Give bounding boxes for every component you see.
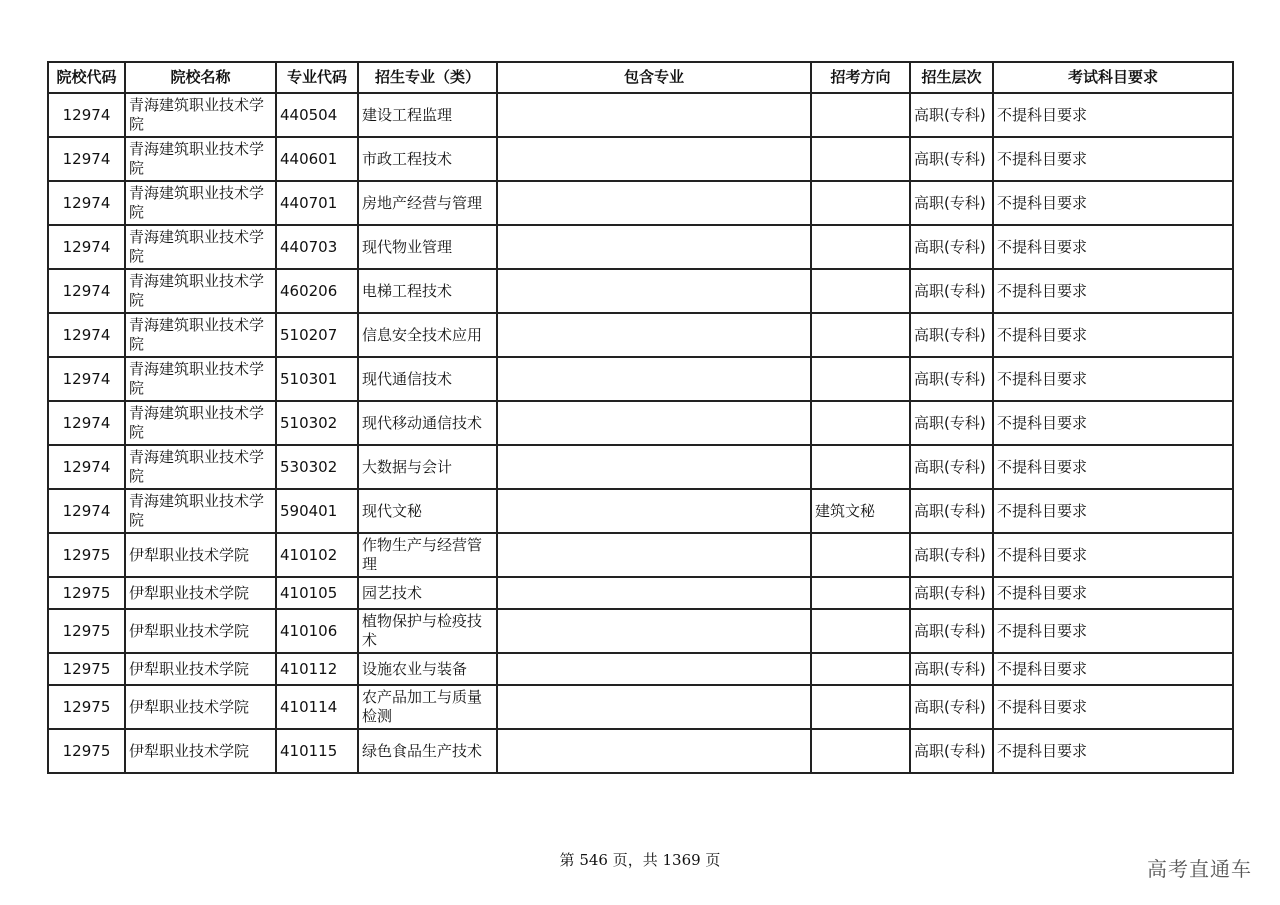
table-row xyxy=(48,225,1233,269)
major-code-cell: 510301 xyxy=(276,357,358,401)
watermark: 高考直通车 xyxy=(1147,857,1252,881)
major-cell: 绿色食品生产技术 xyxy=(358,729,497,773)
school-code-cell: 12974 xyxy=(48,269,125,313)
included-majors-cell xyxy=(497,137,811,181)
school-name-cell: 青海建筑职业技术学院 xyxy=(125,181,276,225)
direction-cell xyxy=(811,93,910,137)
major-code-cell: 410114 xyxy=(276,685,358,729)
school-code-cell: 12974 xyxy=(48,401,125,445)
included-majors-cell xyxy=(497,445,811,489)
major-code-cell: 590401 xyxy=(276,489,358,533)
school-code-cell: 12975 xyxy=(48,685,125,729)
requirement-cell: 不提科目要求 xyxy=(993,445,1233,489)
header-level: 招生层次 xyxy=(910,62,993,93)
school-code-cell: 12974 xyxy=(48,181,125,225)
major-code-cell: 510302 xyxy=(276,401,358,445)
level-cell: 高职(专科) xyxy=(910,137,993,181)
requirement-cell: 不提科目要求 xyxy=(993,609,1233,653)
requirement-cell: 不提科目要求 xyxy=(993,313,1233,357)
table-row xyxy=(48,313,1233,357)
level-cell: 高职(专科) xyxy=(910,401,993,445)
header-major: 招生专业（类） xyxy=(358,62,497,93)
school-code-cell: 12975 xyxy=(48,577,125,609)
major-code-cell: 410115 xyxy=(276,729,358,773)
school-name-cell: 青海建筑职业技术学院 xyxy=(125,445,276,489)
requirement-cell: 不提科目要求 xyxy=(993,269,1233,313)
school-code-cell: 12975 xyxy=(48,609,125,653)
school-code-cell: 12974 xyxy=(48,357,125,401)
school-code-cell: 12974 xyxy=(48,445,125,489)
level-cell: 高职(专科) xyxy=(910,181,993,225)
direction-cell xyxy=(811,445,910,489)
included-majors-cell xyxy=(497,609,811,653)
direction-cell xyxy=(811,401,910,445)
level-cell: 高职(专科) xyxy=(910,269,993,313)
school-name-cell: 青海建筑职业技术学院 xyxy=(125,401,276,445)
direction-cell xyxy=(811,533,910,577)
level-cell: 高职(专科) xyxy=(910,533,993,577)
header-school-name: 院校名称 xyxy=(125,62,276,93)
major-cell: 现代文秘 xyxy=(358,489,497,533)
level-cell: 高职(专科) xyxy=(910,653,993,685)
school-name-cell: 青海建筑职业技术学院 xyxy=(125,357,276,401)
major-cell: 农产品加工与质量检测 xyxy=(358,685,497,729)
header-school-code: 院校代码 xyxy=(48,62,125,93)
requirement-cell: 不提科目要求 xyxy=(993,225,1233,269)
requirement-cell: 不提科目要求 xyxy=(993,93,1233,137)
requirement-cell: 不提科目要求 xyxy=(993,653,1233,685)
major-code-cell: 440601 xyxy=(276,137,358,181)
requirement-cell: 不提科目要求 xyxy=(993,577,1233,609)
school-name-cell: 伊犁职业技术学院 xyxy=(125,533,276,577)
table-row xyxy=(48,685,1233,729)
requirement-cell: 不提科目要求 xyxy=(993,489,1233,533)
major-cell: 作物生产与经营管理 xyxy=(358,533,497,577)
school-name-cell: 伊犁职业技术学院 xyxy=(125,685,276,729)
page-footer: 第 546 页，共 1369 页 xyxy=(559,851,721,869)
level-cell: 高职(专科) xyxy=(910,445,993,489)
header-row xyxy=(48,62,1233,93)
table-row xyxy=(48,609,1233,653)
header-requirement: 考试科目要求 xyxy=(993,62,1233,93)
table-row xyxy=(48,137,1233,181)
school-name-cell: 伊犁职业技术学院 xyxy=(125,609,276,653)
major-code-cell: 410112 xyxy=(276,653,358,685)
direction-cell xyxy=(811,225,910,269)
major-cell: 市政工程技术 xyxy=(358,137,497,181)
major-cell: 现代移动通信技术 xyxy=(358,401,497,445)
major-cell: 园艺技术 xyxy=(358,577,497,609)
school-name-cell: 青海建筑职业技术学院 xyxy=(125,269,276,313)
included-majors-cell xyxy=(497,181,811,225)
school-code-cell: 12975 xyxy=(48,533,125,577)
table-row xyxy=(48,653,1233,685)
school-name-cell: 青海建筑职业技术学院 xyxy=(125,489,276,533)
major-code-cell: 440701 xyxy=(276,181,358,225)
major-code-cell: 410102 xyxy=(276,533,358,577)
major-cell: 建设工程监理 xyxy=(358,93,497,137)
major-cell: 现代物业管理 xyxy=(358,225,497,269)
major-code-cell: 440703 xyxy=(276,225,358,269)
enrollment-table xyxy=(47,61,1234,774)
school-name-cell: 青海建筑职业技术学院 xyxy=(125,93,276,137)
school-code-cell: 12974 xyxy=(48,93,125,137)
level-cell: 高职(专科) xyxy=(910,577,993,609)
requirement-cell: 不提科目要求 xyxy=(993,685,1233,729)
level-cell: 高职(专科) xyxy=(910,93,993,137)
table-row xyxy=(48,729,1233,773)
direction-cell xyxy=(811,137,910,181)
major-cell: 植物保护与检疫技术 xyxy=(358,609,497,653)
school-code-cell: 12975 xyxy=(48,729,125,773)
included-majors-cell xyxy=(497,313,811,357)
direction-cell xyxy=(811,313,910,357)
major-cell: 设施农业与装备 xyxy=(358,653,497,685)
table-row xyxy=(48,533,1233,577)
direction-cell xyxy=(811,609,910,653)
header-included-majors: 包含专业 xyxy=(497,62,811,93)
direction-cell xyxy=(811,685,910,729)
school-code-cell: 12974 xyxy=(48,137,125,181)
included-majors-cell xyxy=(497,729,811,773)
requirement-cell: 不提科目要求 xyxy=(993,181,1233,225)
school-name-cell: 伊犁职业技术学院 xyxy=(125,653,276,685)
major-cell: 房地产经营与管理 xyxy=(358,181,497,225)
level-cell: 高职(专科) xyxy=(910,313,993,357)
major-code-cell: 410105 xyxy=(276,577,358,609)
table-row xyxy=(48,445,1233,489)
table-row xyxy=(48,181,1233,225)
major-code-cell: 510207 xyxy=(276,313,358,357)
direction-cell xyxy=(811,357,910,401)
level-cell: 高职(专科) xyxy=(910,685,993,729)
table-row xyxy=(48,93,1233,137)
included-majors-cell xyxy=(497,357,811,401)
school-name-cell: 伊犁职业技术学院 xyxy=(125,729,276,773)
level-cell: 高职(专科) xyxy=(910,489,993,533)
requirement-cell: 不提科目要求 xyxy=(993,137,1233,181)
school-name-cell: 伊犁职业技术学院 xyxy=(125,577,276,609)
requirement-cell: 不提科目要求 xyxy=(993,401,1233,445)
major-code-cell: 460206 xyxy=(276,269,358,313)
header-direction: 招考方向 xyxy=(811,62,910,93)
major-cell: 大数据与会计 xyxy=(358,445,497,489)
major-code-cell: 530302 xyxy=(276,445,358,489)
level-cell: 高职(专科) xyxy=(910,225,993,269)
requirement-cell: 不提科目要求 xyxy=(993,533,1233,577)
included-majors-cell xyxy=(497,489,811,533)
direction-cell xyxy=(811,653,910,685)
requirement-cell: 不提科目要求 xyxy=(993,357,1233,401)
direction-cell xyxy=(811,577,910,609)
included-majors-cell xyxy=(497,685,811,729)
major-cell: 信息安全技术应用 xyxy=(358,313,497,357)
included-majors-cell xyxy=(497,269,811,313)
level-cell: 高职(专科) xyxy=(910,729,993,773)
table-row xyxy=(48,269,1233,313)
school-code-cell: 12975 xyxy=(48,653,125,685)
table-row xyxy=(48,577,1233,609)
major-code-cell: 410106 xyxy=(276,609,358,653)
included-majors-cell xyxy=(497,401,811,445)
included-majors-cell xyxy=(497,225,811,269)
included-majors-cell xyxy=(497,653,811,685)
direction-cell: 建筑文秘 xyxy=(811,489,910,533)
major-cell: 电梯工程技术 xyxy=(358,269,497,313)
level-cell: 高职(专科) xyxy=(910,609,993,653)
direction-cell xyxy=(811,729,910,773)
requirement-cell: 不提科目要求 xyxy=(993,729,1233,773)
school-code-cell: 12974 xyxy=(48,225,125,269)
header-major-code: 专业代码 xyxy=(276,62,358,93)
table-row xyxy=(48,357,1233,401)
major-code-cell: 440504 xyxy=(276,93,358,137)
school-code-cell: 12974 xyxy=(48,313,125,357)
school-name-cell: 青海建筑职业技术学院 xyxy=(125,137,276,181)
included-majors-cell xyxy=(497,577,811,609)
school-name-cell: 青海建筑职业技术学院 xyxy=(125,313,276,357)
direction-cell xyxy=(811,181,910,225)
table-row xyxy=(48,489,1233,533)
level-cell: 高职(专科) xyxy=(910,357,993,401)
table-row xyxy=(48,401,1233,445)
school-name-cell: 青海建筑职业技术学院 xyxy=(125,225,276,269)
included-majors-cell xyxy=(497,533,811,577)
school-code-cell: 12974 xyxy=(48,489,125,533)
major-cell: 现代通信技术 xyxy=(358,357,497,401)
direction-cell xyxy=(811,269,910,313)
included-majors-cell xyxy=(497,93,811,137)
